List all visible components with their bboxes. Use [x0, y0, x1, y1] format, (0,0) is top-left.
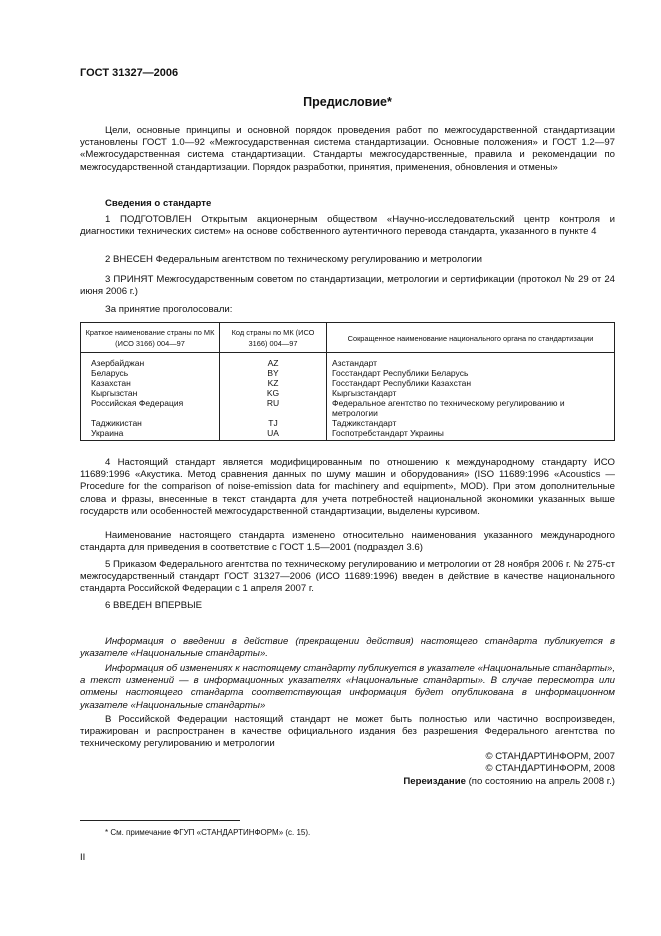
- document-header: ГОСТ 31327—2006: [80, 67, 179, 79]
- country-cell: Азербайджан: [81, 353, 220, 369]
- body-cell: Таджикстандарт: [327, 418, 615, 428]
- item-4-note: Наименование настоящего стандарта изменено относительно наименования указанного международного стандарта для приведения в соответствие с ГОСТ 1.5—2001 (подраздел 3.6): [80, 530, 615, 554]
- body-cell: Госстандарт Республики Казахстан: [327, 378, 615, 388]
- intro-paragraph: Цели, основные принципы и основной порядок проведения работ по межгосударственной стандартизации установлены ГОСТ 1.0—92 «Межгосударственная система стандартизации. Основные положения» и ГОСТ 1.2—97 «Межгосударственная система стандартизации. Стандарты межгосударственные, правила и рекомендации по межгосударственной стандартизации. Порядок разработки, принятия, применения, обновления и отмены»: [80, 125, 615, 173]
- code-cell: TJ: [220, 418, 327, 428]
- code-cell: RU: [220, 398, 327, 418]
- code-cell: BY: [220, 368, 327, 378]
- body-cell: Федеральное агентство по техническому регулированию и метрологии: [327, 398, 615, 418]
- item-4: 4 Настоящий стандарт является модифицированным по отношению к международному стандарту ИСО 11689:1996 «Акустика. Метод сравнения данных по шуму машин и оборудования» (ISO 11689:1996 «Acoustics — Procedure for the comparison of noise-emission data for machinery and equipment», MOD). При этом дополнительные слова и фразы, внесенные в текст стандарта для учета потребностей национальной экономики указанных выше государств или особенностей межгосударственной стандартизации, выделены курсивом.: [80, 457, 615, 517]
- info-heading: Сведения о стандарте: [105, 198, 212, 209]
- body-cell: Азстандарт: [327, 353, 615, 369]
- country-cell: Кыргызстан: [81, 388, 220, 398]
- country-cell: Казахстан: [81, 378, 220, 388]
- country-cell: Украина: [81, 428, 220, 441]
- page-number: II: [80, 852, 86, 863]
- notice-introduction: Информация о введении в действие (прекращении действия) настоящего стандарта публикуется в указателе «Национальные стандарты».: [80, 636, 615, 660]
- table-row: [81, 398, 615, 418]
- reissue-note: (по состоянию на апрель 2008 г.): [465, 776, 615, 787]
- col-header-body: Сокращенное наименование национального органа по стандартизации: [327, 323, 615, 353]
- item-6: 6 ВВЕДЕН ВПЕРВЫЕ: [105, 600, 203, 611]
- body-cell: Госпотребстандарт Украины: [327, 428, 615, 441]
- body-cell: Кыргызстандарт: [327, 388, 615, 398]
- table-row: [81, 353, 615, 369]
- footnote-divider: [80, 820, 240, 821]
- copyright-2008: © СТАНДАРТИНФОРМ, 2008: [485, 763, 615, 774]
- reissue-line: [403, 776, 615, 787]
- country-cell: Беларусь: [81, 368, 220, 378]
- item-5: 5 Приказом Федерального агентства по техническому регулированию и метрологии от 28 ноября 2006 г. № 275-ст межгосударственный стандарт ГОСТ 31327—2006 (ИСО 11689:1996) введен в действие в качестве национального стандарта Российской Федерации с 1 апреля 2007 г.: [80, 559, 615, 595]
- col-header-country: Краткое наименование страны по МК (ИСО 3166) 004—97: [81, 323, 220, 353]
- page-title: Предисловие*: [303, 95, 392, 109]
- col-header-code: Код страны по МК (ИСО 3166) 004—97: [220, 323, 327, 353]
- country-cell: Российская Федерация: [81, 398, 220, 418]
- rights-paragraph: В Российской Федерации настоящий стандарт не может быть полностью или частично воспроизведен, тиражирован и распространен в качестве официального издания без разрешения Федерального агентства по техническому регулированию и метрологии: [80, 714, 615, 750]
- code-cell: UA: [220, 428, 327, 441]
- item-2: 2 ВНЕСЕН Федеральным агентством по техническому регулированию и метрологии: [105, 254, 483, 265]
- copyright-2007: © СТАНДАРТИНФОРМ, 2007: [485, 751, 615, 762]
- item-3: 3 ПРИНЯТ Межгосударственным советом по стандартизации, метрологии и сертификации (протокол № 29 от 24 июня 2006 г.): [80, 274, 615, 298]
- vote-intro: За принятие проголосовали:: [105, 304, 233, 315]
- footnote: * См. примечание ФГУП «СТАНДАРТИНФОРМ» (с. 15).: [105, 828, 311, 837]
- body-cell: Госстандарт Республики Беларусь: [327, 368, 615, 378]
- code-cell: KG: [220, 388, 327, 398]
- table-row: [81, 418, 615, 428]
- table-row: [81, 428, 615, 441]
- item-1: 1 ПОДГОТОВЛЕН Открытым акционерным обществом «Научно-исследовательский центр контроля и диагностики технических систем» на основе собственного аутентичного перевода стандарта, указанного в пункте 4: [80, 214, 615, 238]
- code-cell: AZ: [220, 353, 327, 369]
- countries-table: [80, 322, 615, 441]
- country-cell: Таджикистан: [81, 418, 220, 428]
- table-row: [81, 378, 615, 388]
- table-row: [81, 368, 615, 378]
- code-cell: KZ: [220, 378, 327, 388]
- table-row: [81, 388, 615, 398]
- table-header-row: [81, 323, 615, 353]
- reissue-label: Переиздание: [403, 776, 466, 787]
- notice-changes: Информация об изменениях к настоящему стандарту публикуется в указателе «Национальные стандарты», а текст изменений — в информационных указателях «Национальные стандарты». В случае пересмотра или отмены настоящего стандарта соответствующая информация будет опубликована в информационном указателе «Национальные стандарты»: [80, 663, 615, 711]
